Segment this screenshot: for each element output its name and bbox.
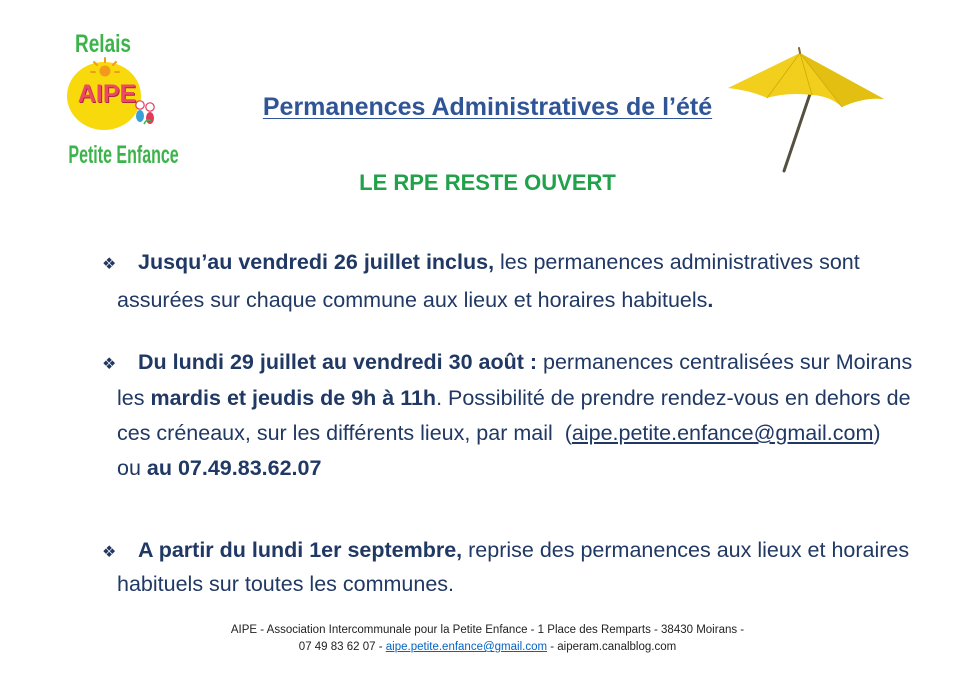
bullet-line xyxy=(102,451,912,486)
bullet-diamond-icon: ❖ xyxy=(102,542,117,561)
bullet-emphasis: A partir du lundi 1er septembre, xyxy=(138,538,463,562)
bullet-text: assurées sur chaque commune aux lieux et horaires habituels xyxy=(117,288,708,312)
page-title: Permanences Administratives de l’été xyxy=(262,93,713,121)
bullet-text: permanences centralisées sur Moirans xyxy=(537,350,913,374)
bullet-line xyxy=(102,416,912,451)
email-link[interactable]: aipe.petite.enfance@gmail.com xyxy=(571,421,874,445)
bullet-line xyxy=(102,282,860,318)
logo-petite-enfance-text: Petite Enfance xyxy=(68,141,179,169)
bullet-text: les permanences administratives sont xyxy=(494,250,860,274)
bullet-line xyxy=(102,534,909,568)
bullet-diamond-icon: ❖ xyxy=(102,354,117,373)
bullet-item-3 xyxy=(102,534,909,601)
phone-number: au 07.49.83.62.07 xyxy=(146,456,322,480)
bullet-text: ou xyxy=(117,456,147,480)
bullet-emphasis: Jusqu’au vendredi 26 juillet inclus, xyxy=(138,250,495,274)
page-title-block xyxy=(0,92,975,126)
footer-separator: - xyxy=(375,641,386,653)
footer-email-link[interactable]: aipe.petite.enfance@gmail.com xyxy=(385,641,548,653)
logo-relais-text: Relais xyxy=(74,30,131,58)
umbrella-finial xyxy=(799,48,800,53)
bullet-emphasis: . xyxy=(707,288,714,312)
footer xyxy=(0,622,975,656)
bullet-item-2 xyxy=(102,345,912,486)
bullet-text: les xyxy=(117,386,151,410)
logo-brand-text: AIPE xyxy=(77,80,137,108)
footer-website: aiperam.canalblog.com xyxy=(557,641,677,653)
footer-separator: - xyxy=(547,641,558,653)
bullet-line xyxy=(102,345,912,381)
bullet-text: habituels sur toutes les communes. xyxy=(117,572,454,596)
bullet-emphasis: Du lundi 29 juillet au vendredi 30 août : xyxy=(138,350,538,374)
bullet-line xyxy=(102,568,909,601)
bullet-line xyxy=(102,381,912,416)
bullet-emphasis: mardis et jeudis de 9h à 11h xyxy=(150,386,437,410)
bullet-text: ) xyxy=(873,421,881,445)
bullet-line xyxy=(102,244,860,282)
bullet-text: reprise des permanences aux lieux et horaires xyxy=(462,538,910,562)
subtitle: LE RPE RESTE OUVERT xyxy=(359,170,616,195)
bullet-text: . Possibilité de prendre rendez-vous en dehors de xyxy=(436,386,911,410)
bullet-item-1 xyxy=(102,244,860,318)
footer-phone: 07 49 83 62 07 xyxy=(298,641,376,653)
bullet-text: ces créneaux, sur les différents lieux, par mail ( xyxy=(117,421,572,445)
footer-address: AIPE - Association Intercommunale pour la Petite Enfance - 1 Place des Remparts - 38430 Moirans - xyxy=(230,624,745,636)
footer-contact xyxy=(0,639,975,656)
bullet-diamond-icon: ❖ xyxy=(102,254,117,273)
